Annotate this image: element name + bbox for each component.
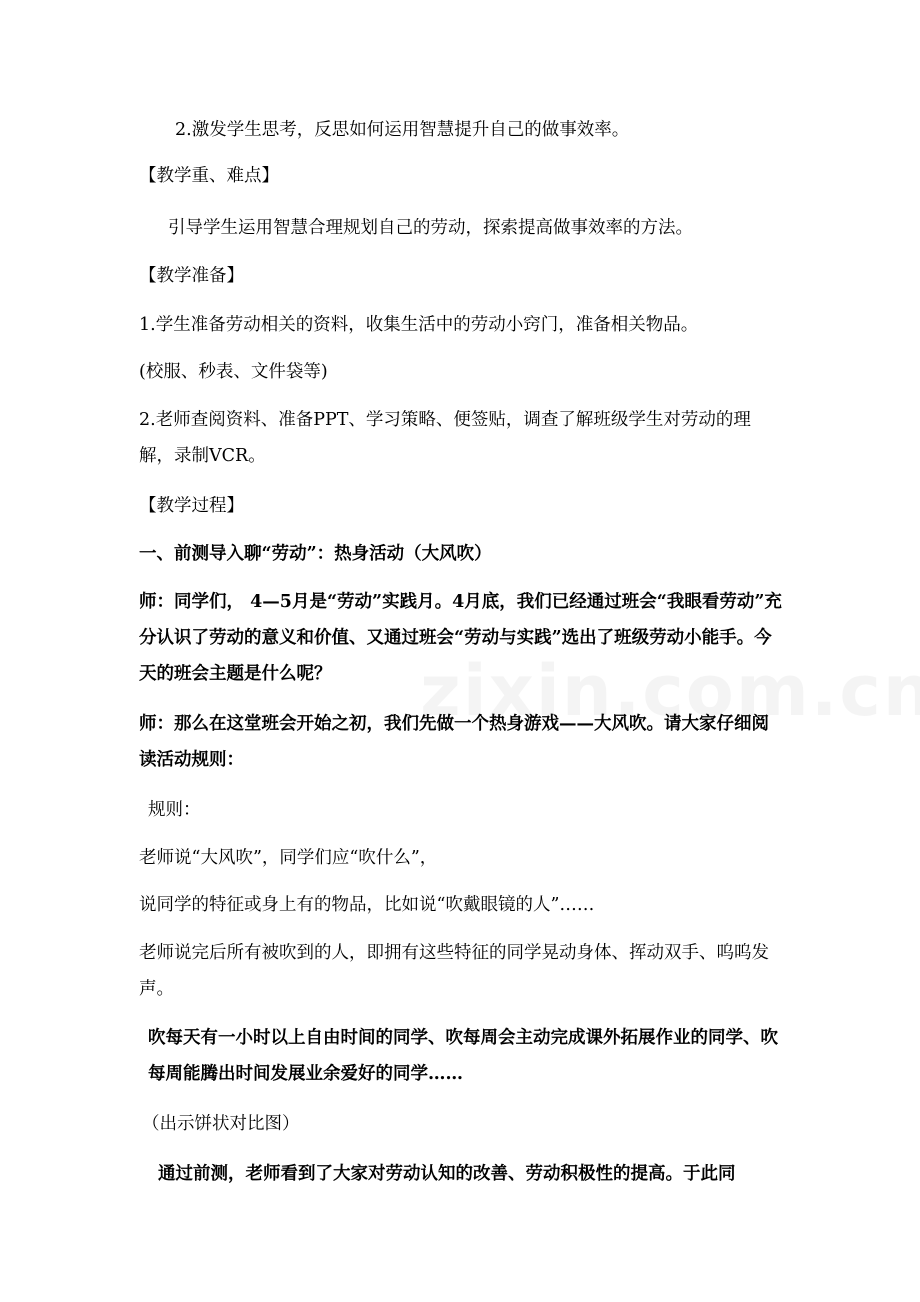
prep-item-2: 2.老师查阅资料、准备PPT、学习策略、便签贴，调查了解班级学生对劳动的理解，录制VCR。 <box>139 410 751 466</box>
heading-process: 【教学过程】 <box>139 496 244 516</box>
teacher-speech-1: 师：同学们， 4—5月是“劳动”实践月。4月底，我们已经通过班会“我眼看劳动”充分认识了劳动的意义和价值、又通过班会“劳动与实践”选出了班级劳动小能手。今天的班会主题是什么呢？ <box>139 592 782 684</box>
heading-key-points: 【教学重、难点】 <box>139 166 279 186</box>
key-points-text: 引导学生运用智慧合理规划自己的劳动，探索提高做事效率的方法。 <box>168 218 693 238</box>
prep-item-1-materials: (校服、秒表、文件袋等) <box>139 362 328 382</box>
rule-3: 老师说完后所有被吹到的人，即拥有这些特征的同学晃动身体、挥动双手、呜呜发声。 <box>139 943 769 999</box>
show-chart-note: （出示饼状对比图） <box>142 1114 300 1134</box>
section-1-title: 一、前测导入聊“劳动”：热身活动（大风吹） <box>139 544 492 564</box>
objective-2: 2.激发学生思考，反思如何运用智慧提升自己的做事效率。 <box>175 120 630 140</box>
rule-1: 老师说“大风吹”，同学们应“吹什么”， <box>139 848 438 868</box>
rules-label: 规则： <box>148 800 201 820</box>
pretest-text: 通过前测，老师看到了大家对劳动认知的改善、劳动积极性的提高。于此同 <box>158 1164 736 1184</box>
blow-examples: 吹每天有一小时以上自由时间的同学、吹每周会主动完成课外拓展作业的同学、吹每周能腾出时间发展业余爱好的同学…… <box>148 1028 778 1084</box>
rule-2: 说同学的特征或身上有的物品，比如说“吹戴眼镜的人”…… <box>139 895 595 915</box>
prep-item-1: 1.学生准备劳动相关的资料，收集生活中的劳动小窍门，准备相关物品。 <box>139 315 699 335</box>
teacher-speech-2: 师：那么在这堂班会开始之初，我们先做一个热身游戏——大风吹。请大家仔细阅读活动规则： <box>139 714 769 770</box>
heading-preparation: 【教学准备】 <box>139 266 244 286</box>
